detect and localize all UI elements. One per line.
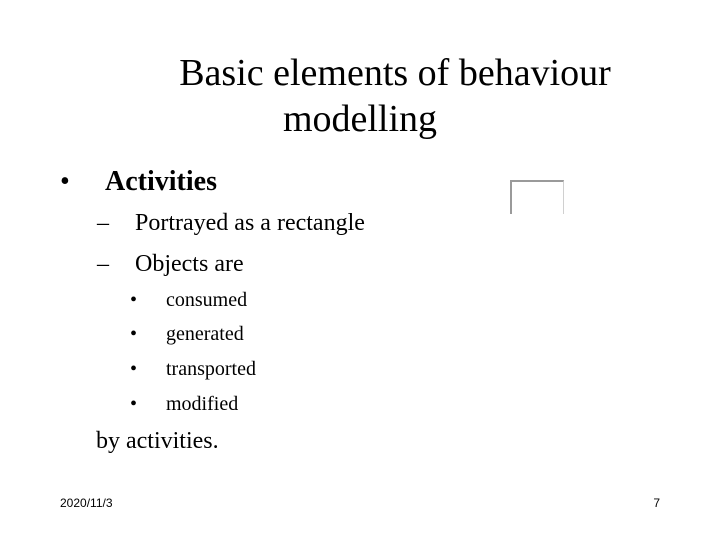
footer-date: 2020/11/3: [60, 496, 113, 510]
bullet-heading-activities: Activities: [105, 166, 217, 197]
dash-mark: –: [97, 251, 109, 277]
trailing-text: by activities.: [96, 428, 219, 454]
sub-bullet-text: Portrayed as a rectangle: [135, 210, 365, 236]
activity-rectangle-shape: [510, 180, 564, 214]
bullet-mark: •: [60, 166, 70, 197]
footer-page-number: 7: [653, 496, 660, 510]
bullet-mark: •: [130, 289, 138, 311]
nested-bullet-text: generated: [166, 323, 244, 345]
bullet-mark: •: [130, 393, 138, 415]
dash-mark: –: [97, 210, 109, 236]
slide-title-line-1: Basic elements of behaviour: [179, 52, 611, 94]
nested-bullet-text: modified: [166, 393, 239, 415]
slide-title-line-2: modelling: [282, 98, 438, 140]
bullet-mark: •: [130, 358, 138, 380]
nested-bullet-text: consumed: [166, 289, 248, 311]
nested-bullet-text: transported: [166, 358, 256, 380]
bullet-mark: •: [130, 323, 138, 345]
slide-title: [0, 50, 720, 142]
sub-bullet-text: Objects are: [135, 251, 244, 277]
